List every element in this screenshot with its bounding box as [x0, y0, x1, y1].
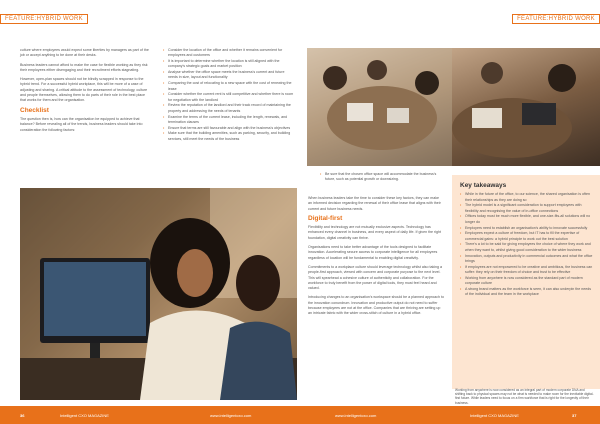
team-meeting-photo: [307, 48, 452, 166]
page-number-left: 36: [20, 413, 25, 418]
caption-bullet: • Be sure that the chosen office space will accommodate the business's future, such as potential growth or downsizing.: [320, 172, 440, 183]
paragraph: However, open-plan spaces should not be blindly scrapped in response to the hybrid trend. For a successful hybrid workplace, this will be more of a case of adjusting and sharing. A critical attitude to the assessment of technology, culture and people themselves, allowing them to do parts of their role in the best place that works for them and the organisation.: [20, 77, 148, 103]
list-item: • Working from anywhere is now considered as the standard part of modern corporate culture: [460, 276, 594, 287]
checklist-list: [163, 48, 295, 142]
key-takeaways-heading: Key takeaways: [460, 182, 507, 189]
meeting-illustration: [307, 48, 452, 166]
checklist-heading: Checklist: [20, 106, 49, 114]
feature-tag-left: FEATURE:HYBRID WORK: [0, 14, 88, 24]
publication-right: Intelligent CXO MAGAZINE: [470, 413, 519, 418]
list-item: • If employees are not empowered to be creative and ambitious, the business can suffer: they rely on their freedom of choice and trust to be effective: [460, 265, 594, 276]
publication-left: Intelligent CXO MAGAZINE: [60, 413, 109, 418]
paragraph: culture where employees would expect some liberties by managers as part of the job or accept anything to be done at their desks.: [20, 48, 149, 58]
list-item: • Innovation, outputs and productivity in commercial outcomes and what the office brings: [460, 254, 594, 265]
key-takeaways-list: [460, 192, 594, 297]
desk-illustration: [452, 48, 600, 166]
caption: [320, 172, 440, 183]
paragraph: When business leaders take the time to consider these key factors, they can make an informed decision regarding the renewal of their office lease that aligns with their current and future business needs.: [308, 196, 441, 211]
list-item: • Review the reputation of the landlord and their track record of maintaining the property and addressing the needs of tenants: [163, 103, 295, 114]
list-item: • Consider whether the current rent is still competitive and whether there is room for negotiation with the landlord: [163, 92, 295, 103]
list-item: • It is important to determine whether the location is still aligned with the company's strategic goals and market position: [163, 59, 295, 70]
url-right: www.intelligentcxo.com: [335, 413, 377, 418]
left-column-b: [163, 48, 295, 143]
middle-column: [308, 196, 444, 321]
list-item: • There's a lot to be said for giving employees the choice of where they work and when they want to, whilst giving good consideration to the wider business: [460, 242, 594, 253]
list-item: • Employees expect a culture of freedom, but IT has to fill the expertise of commercial gains: a hybrid principle to work out the best solution: [460, 231, 594, 242]
paragraph: Introducing changes to an organisation's workspace should be a planned approach to the innovation conundrum. Innovation and productive output do not need to suffer because employees are not at the office. Companies that are thriving are setting up an intricate fabric with the wider cross-stitch of culture in a hybrid office.: [308, 295, 444, 316]
list-item: • Analyse whether the office space meets the business's current and future needs in size, layout and functionality: [163, 70, 295, 81]
feature-tag-right: FEATURE:HYBRID WORK: [512, 14, 600, 24]
digital-first-heading: Digital-first: [308, 214, 343, 222]
list-item: • While in the future of the office, to our science, the shared organisation is often their relationships as they are doing so: [460, 192, 594, 203]
url-left: www.intelligentcxo.com: [210, 413, 252, 418]
checklist-intro: The question then is, how can the organisation be equipped to achieve that balance? Before revealing all of the trends, business leaders should take into consideration the following factors:: [20, 116, 143, 132]
office-photo: [20, 188, 297, 400]
paragraph: Working from anywhere is now considered as an integral part of modern corporate DNA and shifting back to physical spaces may not be what is needed to make room for the inevitable digital-first future. While leaders need to focus on a firm workforce that is right for the longevity of their business.: [455, 388, 594, 405]
list-item: • Comparing the cost of relocating to a new space with the cost of renewing the lease: [163, 81, 295, 92]
list-item: • The hybrid model is a significant consideration to support employees with flexibility and recognising the value of in-office connections: [460, 203, 594, 214]
list-item: • Examine the terms of the current lease, including the length, renewals, and termination clauses: [163, 115, 295, 126]
list-item: • Ensure that terms are still favourable and align with the business's objectives: [163, 126, 295, 131]
list-item: • Offices today must be much more flexible, and one-size-fits-all solutions will no longer do: [460, 214, 594, 225]
office-illustration: [20, 188, 297, 400]
paragraph: Flexibility and technology are not mutually exclusive aspects. Technology has enhanced every channel in business, and every aspect of daily life. If given the right foundation, digital creativity can thrive.: [308, 225, 442, 240]
page-number-right: 37: [572, 413, 577, 418]
list-item: • A strong brand matters as the workforce is seen, it can also underpin the needs of the individual and the team in the workplace: [460, 287, 594, 298]
desk-photo: [452, 48, 600, 166]
left-column-a: [20, 48, 150, 137]
paragraph: Business leaders cannot afford to make the case for flexible working as they risk their employees either disengaging and their recruitment efforts stagnating.: [20, 62, 148, 72]
footer-bar: [0, 406, 600, 424]
list-item: • Make sure that the building amenities, such as parking, security, and building services, still meet the needs of the business: [163, 131, 295, 142]
paragraph: Commitments to a workplace culture should leverage technology whilst also taking a people-first approach, viewed with concern and corporate purpose to the next level. This will spearhead a cohesive culture of authenticity and collaboration. For the workforce to truly benefit from the power of digital tools, they must feel heard and valued.: [308, 264, 443, 291]
list-item: • Consider the location of the office and whether it remains convenient for employees and customers: [163, 48, 295, 59]
list-item: • Employers need to establish an organisation's ability to innovate successfully: [460, 226, 594, 231]
key-takeaways-box: [452, 175, 600, 389]
paragraph: Organisations need to take better advantage of the tools designed to facilitate innovation. Accelerating secure access to corporate intelligence for all employees regardless of location will be fundamental to enabling digital creativity.: [308, 245, 438, 260]
